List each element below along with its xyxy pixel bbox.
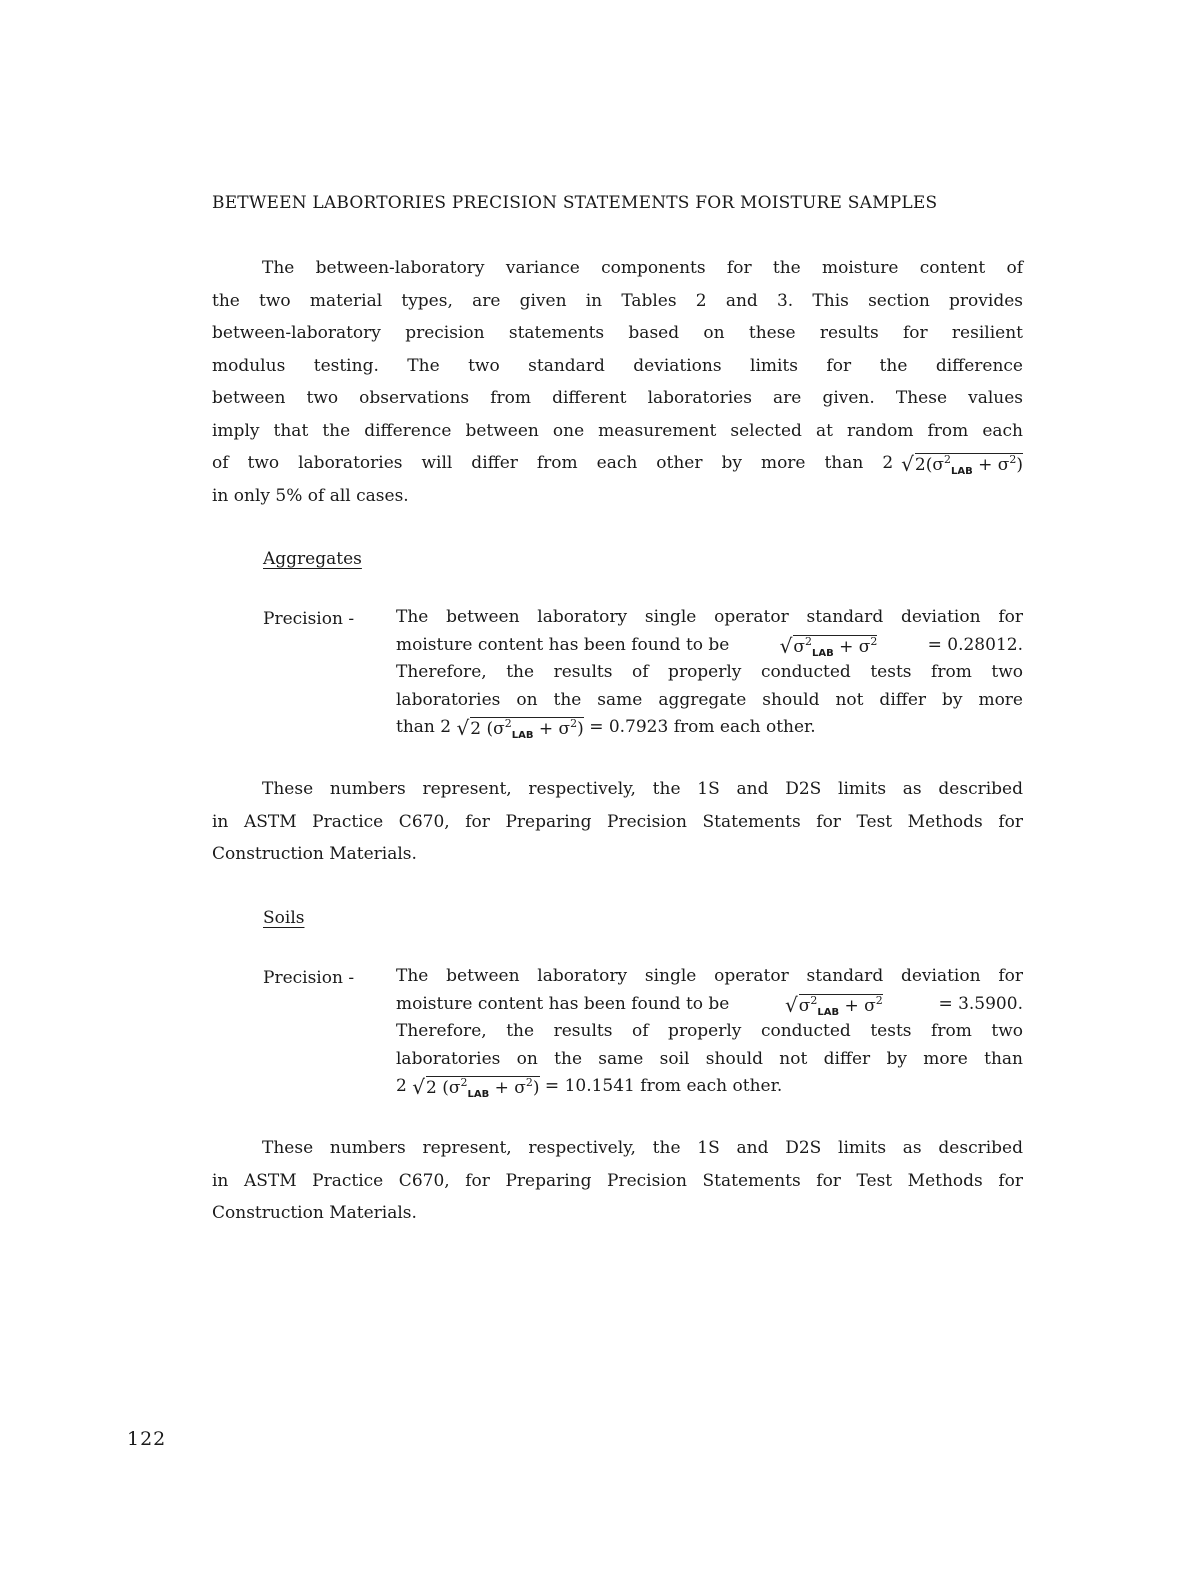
intro-line-text: between-laboratory precision statements based on these results for resilient	[212, 323, 1023, 343]
soil-line-text: The between laboratory single operator standard deviation for	[396, 966, 1023, 986]
note-line	[212, 838, 1023, 871]
note-line	[212, 1132, 1023, 1165]
agg-line-text: laboratories on the same aggregate should not differ by more	[396, 689, 1023, 710]
sqrt-icon: √	[785, 992, 798, 1017]
intro-formula-part: 2(	[914, 455, 933, 475]
sup: 2	[525, 1076, 533, 1089]
aggregates-title: Aggregates	[263, 549, 362, 569]
page-heading: BETWEEN LABORTORIES PRECISION STATEMENTS FOR MOISTURE SAMPLES	[212, 193, 938, 213]
soil-line	[396, 963, 1023, 991]
agg-formula-2	[457, 714, 584, 742]
agg-line	[396, 714, 1023, 742]
agg-value-2: = 0.7923 from each other.	[589, 717, 816, 737]
intro-formula-part: σ	[932, 455, 944, 475]
intro-line	[212, 480, 1023, 513]
intro-line	[212, 382, 1023, 415]
intro-formula-part: σ	[997, 455, 1010, 475]
soils-precision-label: Precision -	[263, 968, 355, 988]
soil-value-1: = 3.5900.	[938, 993, 1023, 1014]
plus: +	[844, 995, 859, 1016]
note-line	[212, 773, 1023, 806]
sqrt-icon: √	[779, 633, 793, 658]
soil-line	[396, 1018, 1023, 1046]
sqrt-icon: √	[456, 716, 470, 740]
sigma: σ	[793, 636, 805, 657]
agg-value-1: = 0.28012.	[927, 634, 1023, 655]
sup: 2	[804, 634, 812, 648]
note-line	[212, 1197, 1023, 1230]
agg-line-text: The between laboratory single operator standard deviation for	[396, 607, 1023, 627]
soils-title: Soils	[263, 908, 305, 928]
intro-line	[212, 317, 1023, 350]
intro-paragraph	[212, 252, 1023, 512]
intro-line	[212, 252, 1023, 285]
note-line-text: in ASTM Practice C670, for Preparing Precision Statements for Test Methods for	[212, 1170, 1023, 1191]
note-line-text: in ASTM Practice C670, for Preparing Precision Statements for Test Methods for	[212, 811, 1023, 832]
agg-formula-1-radicand	[793, 635, 877, 659]
aggregates-note	[212, 773, 1023, 871]
sigma: σ	[798, 995, 811, 1016]
soil-formula-2	[412, 1073, 539, 1101]
sigma: σ	[558, 719, 571, 739]
two: 2	[470, 719, 482, 739]
intro-line	[212, 447, 1023, 480]
sup: 2	[460, 1076, 468, 1089]
plus: +	[839, 636, 854, 657]
agg-line-text: than 2	[396, 717, 452, 737]
soil-line-text: moisture content has been found to be	[396, 993, 730, 1014]
aggregates-precision-label: Precision -	[263, 609, 355, 629]
plus: +	[538, 719, 554, 739]
note-line-text: These numbers represent, respectively, the 1S and D2S limits as described	[262, 1138, 1023, 1158]
intro-formula-part: 2	[1009, 453, 1017, 466]
lab-sub: LAB	[817, 1006, 840, 1018]
sup: 2	[875, 993, 883, 1007]
sqrt-icon: √	[901, 452, 914, 476]
lab-sub: LAB	[467, 1089, 490, 1100]
agg-line	[396, 659, 1023, 687]
soil-line-text: laboratories on the same soil should not differ by more than	[396, 1048, 1023, 1069]
plus: +	[494, 1078, 509, 1098]
note-line	[212, 1165, 1023, 1198]
soil-line-text: 2	[396, 1076, 407, 1096]
lab-sub: LAB	[511, 730, 534, 741]
agg-formula-2-radicand: 2 $(\sigma^2_{LAB} + \sigma^2)$	[470, 717, 584, 741]
page-number: 122	[127, 1428, 167, 1450]
intro-line-text: The between-laboratory variance components for the moisture content of	[262, 258, 1023, 278]
sigma: σ	[858, 636, 871, 657]
lab-sub: LAB	[811, 647, 834, 659]
soil-value-2: = 10.1541 from each other.	[544, 1076, 783, 1096]
sigma: σ	[493, 719, 505, 739]
intro-line	[212, 415, 1023, 448]
intro-formula-text	[915, 453, 1023, 477]
note-line	[212, 806, 1023, 839]
sigma: σ	[448, 1078, 461, 1098]
intro-line-text: the two material types, are given in Tables 2 and 3. This section provides	[212, 290, 1023, 311]
aggregates-precision-text	[396, 604, 1023, 742]
intro-line	[212, 285, 1023, 318]
intro-formula-part: 2	[943, 453, 951, 466]
intro-line-text: imply that the difference between one measurement selected at random from each	[212, 420, 1023, 441]
agg-line-text: moisture content has been found to be	[396, 634, 730, 655]
intro-formula	[901, 447, 1023, 480]
note-line-text: Construction Materials.	[212, 844, 417, 864]
soil-formula-1	[785, 991, 883, 1019]
sup: 2	[570, 717, 578, 730]
note-line-text: These numbers represent, respectively, the 1S and D2S limits as described	[262, 779, 1023, 799]
agg-line	[396, 632, 1023, 660]
agg-line	[396, 604, 1023, 632]
sup: 2	[504, 717, 512, 730]
soil-line	[396, 991, 1023, 1019]
agg-line-text: Therefore, the results of properly conducted tests from two	[396, 662, 1023, 682]
soils-precision-text	[396, 963, 1023, 1101]
sigma: σ	[514, 1078, 526, 1098]
soils-note	[212, 1132, 1023, 1230]
note-line-text: Construction Materials.	[212, 1203, 417, 1223]
sup: 2	[870, 634, 878, 648]
intro-line	[212, 350, 1023, 383]
soil-formula-2-radicand: 2 $(\sigma^2_{LAB} + \sigma^2)$	[425, 1076, 540, 1100]
soil-line-text: Therefore, the results of properly conducted tests from two	[396, 1021, 1023, 1041]
two: 2	[425, 1078, 437, 1098]
intro-formula-part: LAB	[950, 466, 973, 477]
sigma: σ	[864, 995, 876, 1016]
intro-formula-part: +	[972, 455, 998, 475]
soil-line	[396, 1073, 1023, 1101]
intro-line-text: of two laboratories will differ from each other by more than 2	[212, 453, 894, 473]
intro-line-text: between two observations from different laboratories are given. These values	[212, 388, 1023, 408]
soil-line	[396, 1046, 1023, 1074]
agg-line	[396, 687, 1023, 715]
soil-formula-1-radicand	[799, 994, 883, 1018]
sup: 2	[810, 993, 818, 1007]
intro-formula-part: )	[1016, 455, 1023, 475]
sqrt-icon: √	[412, 1075, 425, 1099]
intro-line-text: in only 5% of all cases.	[212, 485, 409, 506]
agg-formula-1	[780, 632, 878, 660]
intro-line-text: modulus testing. The two standard deviations limits for the difference	[212, 355, 1023, 376]
